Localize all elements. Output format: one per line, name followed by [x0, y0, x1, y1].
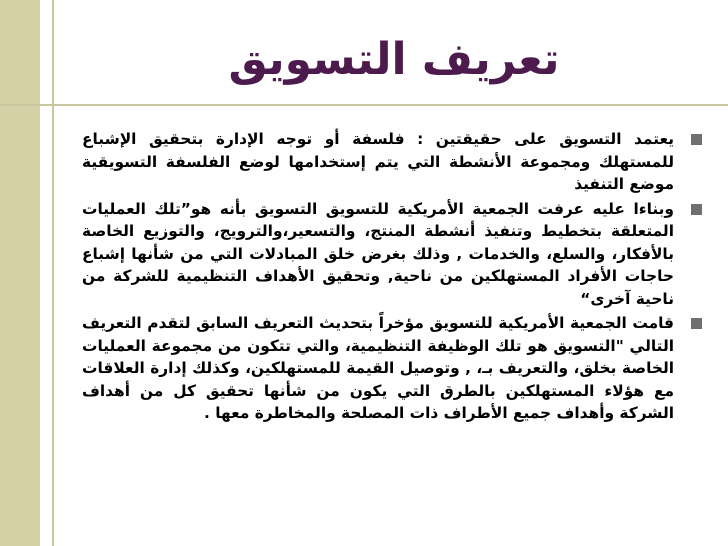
- decorative-vertical-line: [52, 0, 54, 546]
- bullet-item-2: [82, 198, 704, 311]
- bullet-text: وبناءا عليه عرفت الجمعية الأمريكية للتسويق التسويق بأنه هو”تلك العمليات المتعلقة بتخطيط وتنفيذ أنشطة المنتج، والتسعير،والترويج، والتوزيع الخاصة بالأفكار، والسلع، والخدمات , وذلك بغرض خلق المبادلات التي من شأنها إشباع حاجات الأفراد المستهلكين من ناحية, وتحقيق الأهداف التنظيمية للشركة من ناحية آخرى“: [82, 199, 674, 308]
- bullet-item-1: [82, 128, 704, 196]
- decorative-left-band: [0, 0, 40, 546]
- bullet-text: يعتمد التسويق على حقيقتين : فلسفة أو توجه الإدارة بتحقيق الإشباع للمستهلك ومجموعة الأنشطة التي يتم إستخدامها لوضع الفلسفة التسويقية موضع التنفيذ: [82, 130, 674, 193]
- title-separator: [0, 104, 728, 106]
- bullet-text: قامت الجمعية الأمريكية للتسويق مؤخراً بتحديث التعريف السابق لتقدم التعريف التالي "التسويق هو تلك الوظيفة التنظيمية، والتي تتكون من مجموعة العمليات الخاصة بخلق، والتعريف بـ، , وتوصيل القيمة للمستهلكين، وكذلك إدارة العلاقات مع هؤلاء المستهلكين بالطرق التي يكون من شأنها تحقيق كل من أهداف الشركة وأهداف جميع الأطراف ذات المصلحة والمخاطرة معها .: [82, 314, 674, 422]
- slide-title: تعريف التسويق: [228, 34, 560, 85]
- slide-content: [82, 128, 704, 427]
- square-bullet-icon: [691, 204, 702, 215]
- square-bullet-icon: [691, 134, 702, 145]
- bullet-item-3: [82, 312, 704, 425]
- square-bullet-icon: [691, 318, 702, 329]
